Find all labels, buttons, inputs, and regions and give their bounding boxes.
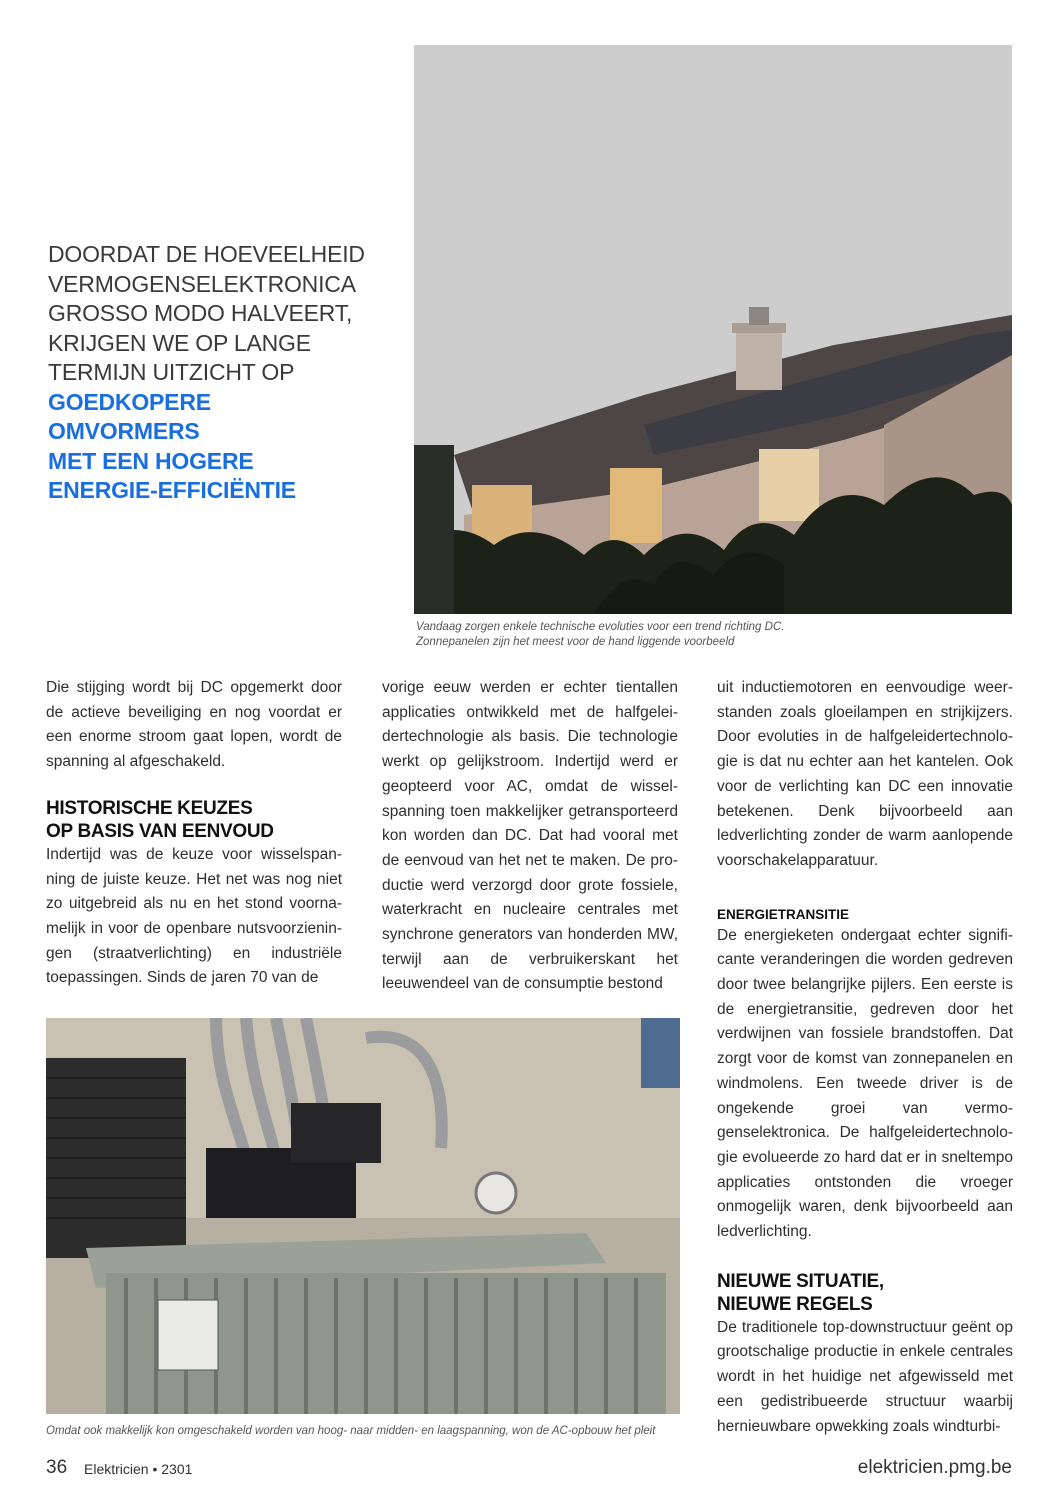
paragraph: De energieketen ondergaat echter significante veranderingen die worden gedreven door twee belangrijke pijlers. Een eerste is de energietransitie, gedreven door het verdwijnen van fossiele brandstoffen. Dat zorgt voor de komst van zonnepanelen en windmolens. Een tweede driver is de ongekende groei van vermogenselektronica. De halfgeleidertechnologie evolueerde zo hard dat er in sneltempo applicaties ontstonden die vroeger onmogelijk waren, denk bijvoorbeeld aan ledverlichting. [717, 926, 1013, 1241]
magazine-issue: Elektricien • 2301 [84, 1461, 193, 1477]
pull-quote-highlight: OMVORMERS [48, 418, 200, 444]
pull-quote-highlight: ENERGIE-EFFICIËNTIE [48, 477, 296, 503]
heading-line: NIEUWE SITUATIE, [717, 1270, 884, 1292]
house-photo-caption [416, 620, 1016, 650]
website-link[interactable]: elektricien.pmg.be [857, 1457, 1012, 1478]
heading-line: HISTORISCHE KEUZES [46, 797, 253, 819]
pull-quote-line: KRIJGEN WE OP LANGE [48, 329, 311, 356]
pull-quote-highlight: GOEDKOPERE [48, 388, 211, 415]
pull-quote-line: VERMOGENSELEKTRONICA [48, 270, 356, 297]
paragraph: Indertijd was de keuze voor wisselspanning de juiste keuze. Het net was nog niet zo uitgebreid als nu en het stond voornamelijk in voor de openbare nutsvoorzieningen (straatverlichting) en industriële toepassingen. Sinds de jaren 70 van de [46, 845, 342, 987]
pull-quote-line: GROSSO MODO HALVEERT, [48, 300, 353, 326]
paragraph: De traditionele top-downstructuur geënt op grootschalige productie in enkele centrales wordt in het huidige net afgewisseld met een gedistribueerde structuur waarbij hernieuwbare opwekking zoals windturbi- [717, 1318, 1013, 1435]
pull-quote [48, 240, 378, 506]
column-1 [46, 676, 342, 991]
column-3 [717, 676, 1013, 1439]
subsection-heading: ENERGIETRANSITIE [717, 906, 850, 922]
section-heading [717, 1270, 1013, 1316]
pull-quote-line: TERMIJN UITZICHT OP [48, 359, 295, 385]
transformer-photo-caption: Omdat ook makkelijk kon omgeschakeld worden van hoog- naar midden- en laagspanning, won de AC-opbouw het pleit [46, 1425, 656, 1437]
caption-line: Zonnepanelen zijn het meest voor de hand liggende voorbeeld [416, 636, 735, 648]
heading-line: OP BASIS VAN EENVOUD [46, 820, 274, 842]
page-number: 36 [46, 1457, 68, 1478]
paragraph: uit inductiemotoren en eenvoudige weerstanden zoals gloeilampen en strijkijzers. Door evoluties in de halfgeleidertechnologie is dat nu echter aan het kantelen. Ook voor de verlichting kan DC een innovatie betekenen. Denk bijvoorbeeld aan ledverlichting zonder de warm aanlopende voorschakelapparatuur. [717, 679, 1013, 869]
pull-quote-highlight: MET EEN HOGERE [48, 447, 254, 474]
transformer-photo [46, 1018, 680, 1414]
column-2 [382, 676, 678, 997]
section-heading [46, 797, 342, 843]
heading-line: NIEUWE REGELS [717, 1293, 873, 1315]
paragraph: vorige eeuw werden er echter tientallen applicaties ontwikkeld met de halfgeleidertechnologie als basis. Die technologie werkt op gelijkstroom. Indertijd werd er geopteerd voor AC, omdat de wisselspanning toen makkelijker getransporteerd kon worden dan DC. Dat had vooral met de eenvoud van het net te maken. De productie werd verzorgd door grote fossiele, waterkracht en nucleaire centrales met synchrone generators van honderden MW, terwijl aan de verbruikerskant het leeuwendeel van de consumptie bestond [382, 679, 678, 993]
paragraph: Die stijging wordt bij DC opgemerkt door de actieve beveiliging en nog voordat er een enorme stroom gaat lopen, wordt de spanning al afgeschakeld. [46, 679, 342, 771]
caption-line: Vandaag zorgen enkele technische evoluties voor een trend richting DC. [416, 621, 785, 633]
house-photo [414, 45, 1012, 614]
pull-quote-line: DOORDAT DE HOEVEELHEID [48, 241, 365, 267]
